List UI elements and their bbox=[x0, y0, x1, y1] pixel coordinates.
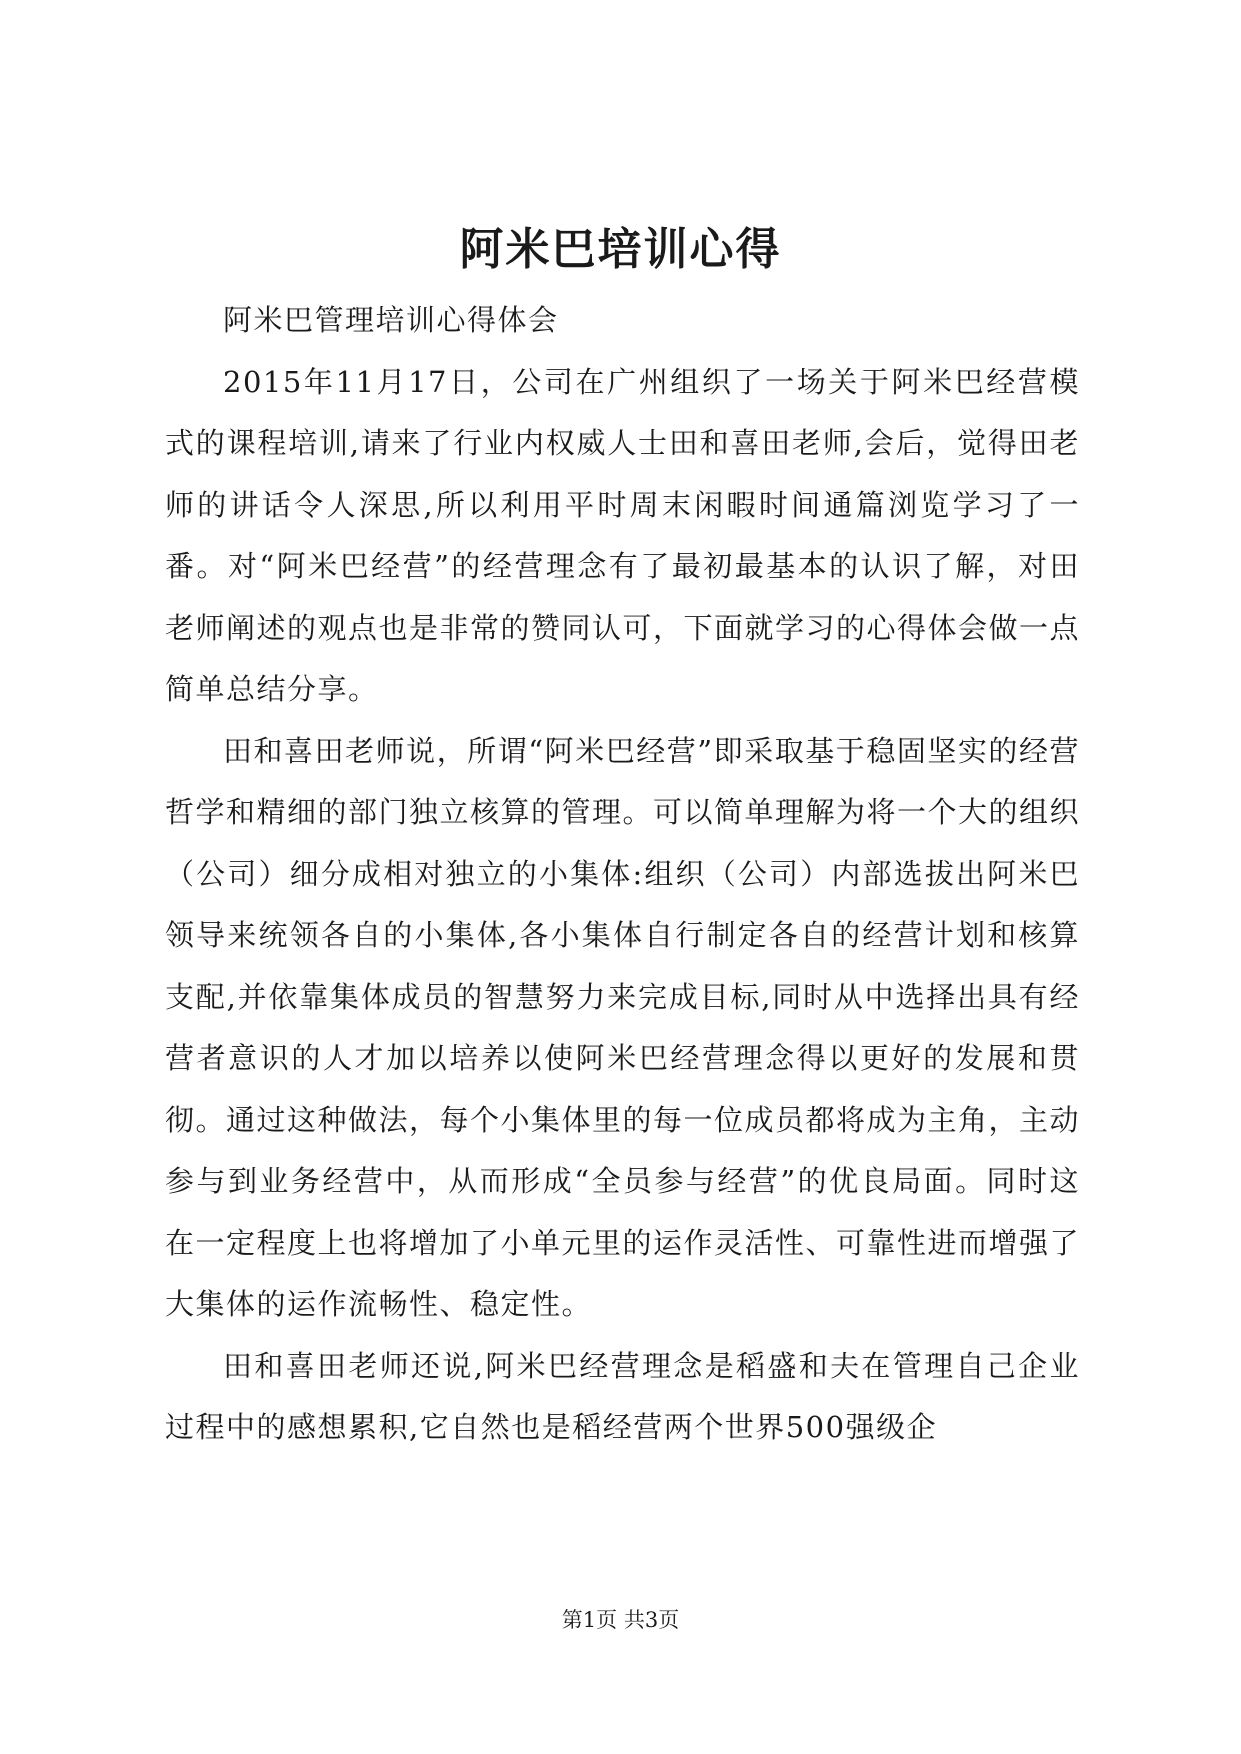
document-title: 阿米巴培训心得 bbox=[459, 224, 782, 275]
document-body bbox=[165, 290, 1080, 1459]
paragraph: 田和喜田老师还说,阿米巴经营理念是稻盛和夫在管理自己企业过程中的感想累积,它自然也是稻经营两个世界500强级企 bbox=[165, 1348, 1080, 1444]
paragraph: 2015年11月17日，公司在广州组织了一场关于阿米巴经营模式的课程培训,请来了行业内权威人士田和喜田老师,会后，觉得田老师的讲话令人深思,所以利用平时周末闲暇时间通篇浏览学习了一番。对“阿米巴经营”的经营理念有了最初最基本的认识了解，对田老师阐述的观点也是非常的赞同认可，下面就学习的心得体会做一点简单总结分享。 bbox=[165, 364, 1081, 706]
paragraph: 田和喜田老师说，所谓“阿米巴经营”即采取基于稳固坚实的经营哲学和精细的部门独立核算的管理。可以简单理解为将一个大的组织（公司）细分成相对独立的小集体:组织（公司）内部选拔出阿米巴领导来统领各自的小集体,各小集体自行制定各自的经营计划和核算支配,并依靠集体成员的智慧努力来完成目标,同时从中选择出具有经营者意识的人才加以培养以使阿米巴经营理念得以更好的发展和贯彻。通过这种做法，每个小集体里的每一位成员都将成为主角，主动参与到业务经营中，从而形成“全员参与经营”的优良局面。同时这在一定程度上也将增加了小单元里的运作灵活性、可靠性进而增强了大集体的运作流畅性、稳定性。 bbox=[165, 733, 1081, 1321]
page-footer: 第1页 共3页 bbox=[561, 1608, 680, 1632]
paragraph-subtitle: 阿米巴管理培训心得体会 bbox=[223, 303, 559, 337]
